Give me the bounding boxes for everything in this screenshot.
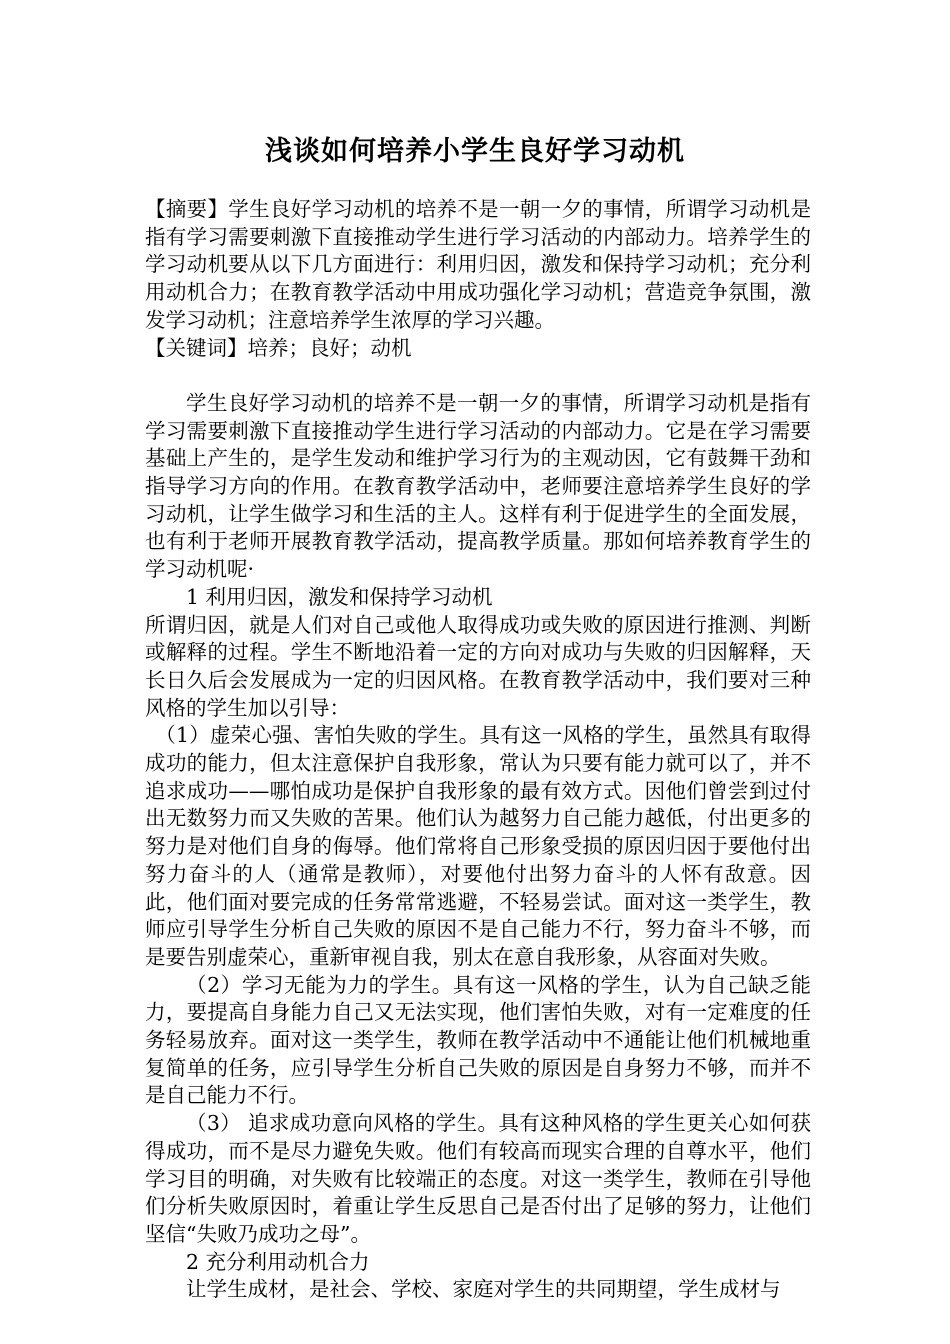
list-item-3: （3） 追求成功意向风格的学生。具有这种风格的学生更关心如何获得成功，而不是尽力避免失败。他们有较高而现实合理的自尊水平，他们学习目的明确，对失败有比较端正的态度。对这一类学生，教师在引导他们分析失败原因时，着重让学生反思自己是否付出了足够的努力，让他们坚信“失败乃成功之母”。 <box>145 1111 811 1246</box>
intro-paragraph: 学生良好学习动机的培养不是一朝一夕的事情，所谓学习动机是指有学习需要刺激下直接推动学生进行学习活动的内部动力。它是在学习需要基础上产生的，是学生发动和维护学习行为的主观动因，它有鼓舞干劲和指导学习方向的作用。在教育教学活动中，老师要注意培养学生良好的学习动机，让学生做学习和生活的主人。这样有利于促进学生的全面发展，也有利于老师开展教育教学活动，提高教学质量。那如何培养教育学生的学习动机呢· <box>145 390 811 582</box>
paragraph-gap <box>145 362 811 390</box>
section2-paragraph: 让学生成材，是社会、学校、家庭对学生的共同期望，学生成材与 <box>186 1277 781 1302</box>
document-body <box>145 196 811 1304</box>
section1-paragraph: 所谓归因，就是人们对自己或他人取得成功或失败的原因进行推测、判断或解释的过程。学生不断地沿着一定的方向对成功与失败的归因解释，天长日久后会发展成为一定的归因风格。在教育教学活动中，我们要对三种风格的学生加以引导： <box>145 612 811 720</box>
list-item-2: （2）学习无能为力的学生。具有这一风格的学生，认为自己缺乏能力，要提高自身能力自己又无法实现，他们害怕失败，对有一定难度的任务轻易放弃。面对这一类学生，教师在教学活动中不通能让他们机械地重复简单的任务，应引导学生分析自己失败的原因是自身努力不够，而并不是自己能力不行。 <box>145 972 811 1108</box>
abstract-paragraph: 【摘要】学生良好学习动机的培养不是一朝一夕的事情，所谓学习动机是指有学习需要刺激下直接推动学生进行学习活动的内部动力。培养学生的学习动机要从以下几方面进行：利用归因，激发和保持学习动机；充分利用动机合力；在教育教学活动中用成功强化学习动机；营造竞争氛围，激发学习动机；注意培养学生浓厚的学习兴趣。 <box>145 197 811 332</box>
keywords-paragraph: 【关键词】培养；良好；动机 <box>145 335 412 360</box>
document-title: 浅谈如何培养小学生良好学习动机 <box>265 136 685 167</box>
section-heading-1: 1 利用归因，激发和保持学习动机 <box>186 584 493 609</box>
list-item-1: （1）虚荣心强、害怕失败的学生。具有这一风格的学生，虽然具有取得成功的能力，但太注意保护自我形象，常认为只要有能力就可以了，并不追求成功——哪怕成功是保护自我形象的最有效方式。因他们曾尝到过付出无数努力而又失败的苦果。他们认为越努力自己能力越低，付出更多的努力是对他们自身的侮辱。他们常将自己形象受损的原因归因于要他付出努力奋斗的人（通常是教师），对要他付出努力奋斗的人怀有敌意。因此，他们面对要完成的任务常常逃避，不轻易尝试。面对这一类学生，教师应引导学生分析自己失败的原因不是自己能力不行，努力奋斗不够，而是要告别虚荣心，重新审视自我，别太在意自我形象，从容面对失败。 <box>145 723 811 969</box>
section-heading-2: 2 充分利用动机合力 <box>186 1249 370 1274</box>
